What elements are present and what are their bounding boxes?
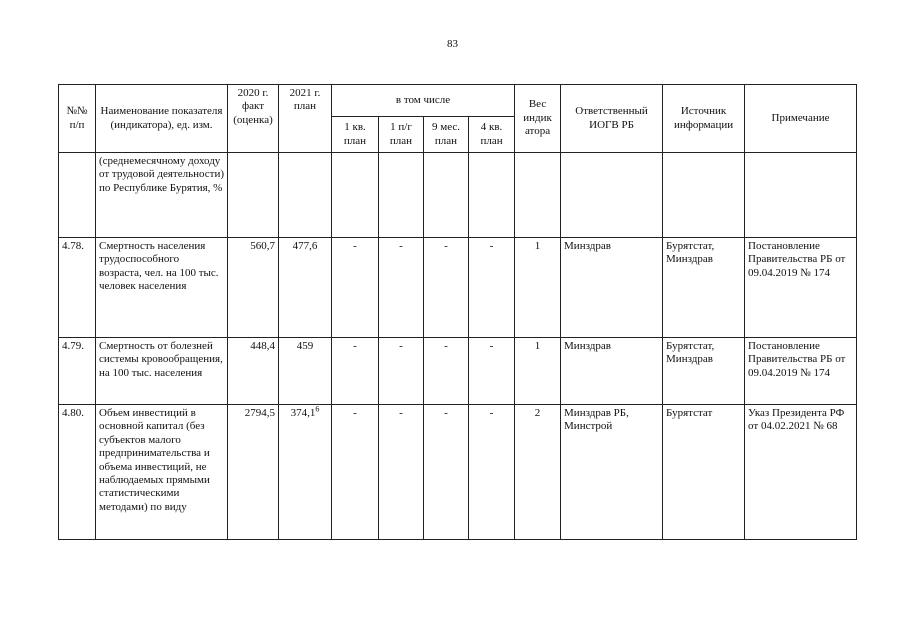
row-h1 (379, 153, 424, 238)
row-responsible: Минздрав (561, 238, 663, 338)
plan-value: 374,1 (290, 407, 316, 419)
header-q1-plan: 1 кв. план (332, 117, 379, 153)
row-2021-plan: 477,6 (279, 238, 332, 338)
row-note (745, 153, 857, 238)
row-9m: - (424, 238, 469, 338)
header-weight: Вес индик атора (515, 85, 561, 153)
row-h1: - (379, 405, 424, 540)
header-9m-plan: 9 мес. план (424, 117, 469, 153)
row-2021-plan (279, 153, 332, 238)
row-9m: - (424, 405, 469, 540)
row-weight (515, 153, 561, 238)
row-2020-fact: 2794,5 (228, 405, 279, 540)
row-indicator-name: Смертность от болезней системы кровообращения, на 100 тыс. населения (96, 338, 228, 405)
row-q1: - (332, 238, 379, 338)
row-note: Постановление Правительства РБ от 09.04.2019 № 174 (745, 238, 857, 338)
header-number: №№ п/п (59, 85, 96, 153)
table-row (59, 153, 857, 238)
header-note: Примечание (745, 85, 857, 153)
footnote-marker: 6 (315, 404, 320, 414)
header-responsible: Ответственный ИОГВ РБ (561, 85, 663, 153)
row-number: 4.79. (59, 338, 96, 405)
table-row (59, 338, 857, 405)
header-h1-plan: 1 п/г план (379, 117, 424, 153)
row-2021-plan (279, 405, 332, 540)
row-note: Постановление Правительства РБ от 09.04.2019 № 174 (745, 338, 857, 405)
row-indicator-name: Объем инвестиций в основной капитал (без субъектов малого предпринимательства и объема инвестиций, не наблюдаемых прямыми статистическими методами) по виду (96, 405, 228, 540)
row-9m (424, 153, 469, 238)
row-h1: - (379, 238, 424, 338)
row-source (663, 153, 745, 238)
table-row (59, 405, 857, 540)
row-2020-fact (228, 153, 279, 238)
row-responsible: Минздрав РБ, Минстрой (561, 405, 663, 540)
row-2021-plan: 459 (279, 338, 332, 405)
row-weight: 1 (515, 338, 561, 405)
row-indicator-name: Смертность населения трудоспособного возраста, чел. на 100 тыс. человек населения (96, 238, 228, 338)
row-note: Указ Президента РФ от 04.02.2021 № 68 (745, 405, 857, 540)
row-q4: - (469, 238, 515, 338)
row-source: Бурятстат (663, 405, 745, 540)
row-q4: - (469, 338, 515, 405)
row-source: Бурятстат, Минздрав (663, 338, 745, 405)
header-2020-fact: 2020 г. факт (оценка) (228, 85, 279, 153)
row-h1: - (379, 338, 424, 405)
row-q4 (469, 153, 515, 238)
row-q1: - (332, 405, 379, 540)
indicators-table (58, 84, 857, 540)
row-9m: - (424, 338, 469, 405)
row-indicator-name: (среднемесячному доходу от трудовой деятельности) по Республике Бурятия, % (96, 153, 228, 238)
header-indicator-name: Наименование показателя (индикатора), ед. изм. (96, 85, 228, 153)
row-responsible (561, 153, 663, 238)
row-source: Бурятстат, Минздрав (663, 238, 745, 338)
header-2021-plan: 2021 г. план (279, 85, 332, 153)
row-2020-fact: 560,7 (228, 238, 279, 338)
row-q4: - (469, 405, 515, 540)
row-number (59, 153, 96, 238)
header-including: в том числе (332, 85, 515, 117)
row-weight: 2 (515, 405, 561, 540)
row-responsible: Минздрав (561, 338, 663, 405)
header-source: Источник информации (663, 85, 745, 153)
row-q1: - (332, 338, 379, 405)
row-weight: 1 (515, 238, 561, 338)
page-number: 83 (447, 38, 458, 50)
row-number: 4.80. (59, 405, 96, 540)
row-2020-fact: 448,4 (228, 338, 279, 405)
row-q1 (332, 153, 379, 238)
table-row (59, 238, 857, 338)
row-number: 4.78. (59, 238, 96, 338)
header-q4-plan: 4 кв. план (469, 117, 515, 153)
